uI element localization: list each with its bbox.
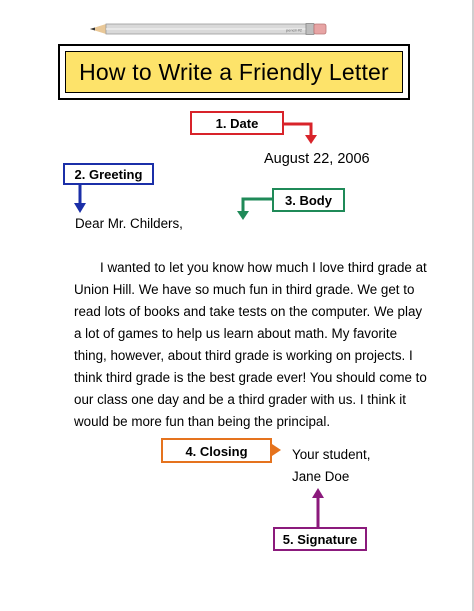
- letter-signature: Jane Doe: [292, 469, 350, 484]
- body-line: I wanted to let you know how much I love third grade at: [100, 260, 427, 275]
- letter-closing: Your student,: [292, 447, 371, 462]
- signature-label: 5. Signature: [273, 527, 367, 551]
- letter-date: August 22, 2006: [264, 151, 370, 167]
- closing-label: 4. Closing: [161, 438, 272, 463]
- pencil-label: pencil #2: [286, 27, 303, 33]
- greeting-label: 2. Greeting: [63, 163, 154, 185]
- body-line: our class one day and be a third grader with us. I think it: [74, 392, 406, 407]
- body-label: 3. Body: [272, 188, 345, 212]
- body-line: read lots of books and take tests on the computer. We play: [74, 304, 423, 319]
- greeting-arrow-icon: [74, 185, 86, 213]
- date-arrow-icon: [284, 124, 317, 144]
- date-label: 1. Date: [190, 111, 284, 135]
- closing-arrow-icon: [271, 444, 281, 456]
- body-line: a lot of games to help us learn about math. My favorite: [74, 326, 398, 341]
- body-line: think third grade is the best grade ever! You should come to: [74, 370, 427, 385]
- page-title: How to Write a Friendly Letter: [65, 51, 403, 93]
- signature-arrow-icon: [312, 488, 324, 527]
- letter-body: [74, 257, 427, 433]
- body-arrow-icon: [237, 199, 272, 220]
- letter-salutation: Dear Mr. Childers,: [75, 216, 183, 231]
- body-line: Union Hill. We have so much fun in third grade. We get to: [74, 282, 415, 297]
- body-line: would be more fun than being the principal.: [74, 414, 331, 429]
- body-line: thing, however, about third grade is working on projects. I: [74, 348, 413, 363]
